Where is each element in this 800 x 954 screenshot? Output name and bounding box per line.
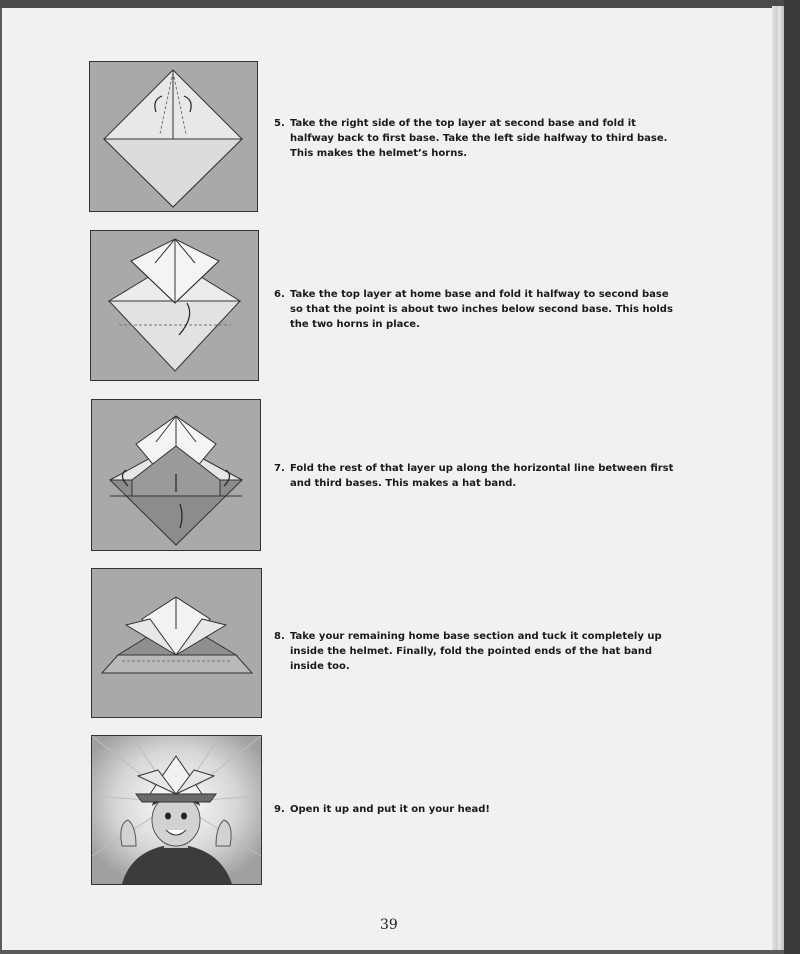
step-instruction: Take your remaining home base section and tuck it completely up inside the helmet. Finally, fold the pointed ends of the hat band inside too. — [290, 631, 662, 672]
step-instruction: Take the right side of the top layer at second base and fold it halfway back to first base. Take the left side halfway to third base. This makes the helmet’s horns. — [290, 118, 668, 159]
step-8-illustration — [91, 568, 262, 718]
step-9-illustration — [91, 735, 262, 885]
step-number: 8. — [274, 631, 285, 642]
origami-hat-band-icon — [92, 400, 260, 550]
step-number: 7. — [274, 463, 285, 474]
origami-helmet-icon — [92, 569, 261, 717]
step-5-illustration — [89, 61, 258, 212]
step-8-text — [274, 629, 674, 674]
step-5-text — [274, 116, 674, 161]
step-number: 5. — [274, 118, 285, 129]
step-instruction: Take the top layer at home base and fold it halfway to second base so that the point is about two inches below second base. This holds the two horns in place. — [290, 289, 673, 330]
origami-fold-horns-icon — [90, 62, 257, 211]
scan-top-edge — [0, 0, 800, 8]
step-number: 6. — [274, 289, 285, 300]
page-stack-edge — [772, 6, 784, 950]
step-9-text — [274, 802, 674, 817]
scan-background — [784, 0, 800, 954]
step-instruction: Open it up and put it on your head! — [290, 804, 490, 815]
origami-fold-point-icon — [91, 231, 258, 380]
step-number: 9. — [274, 804, 285, 815]
page-number: 39 — [380, 917, 398, 933]
step-6-illustration — [90, 230, 259, 381]
step-7-illustration — [91, 399, 261, 551]
step-7-text — [274, 461, 674, 491]
boy-wearing-helmet-icon — [92, 736, 261, 884]
step-6-text — [274, 287, 674, 332]
step-instruction: Fold the rest of that layer up along the horizontal line between first and third bases. This makes a hat band. — [290, 463, 674, 489]
